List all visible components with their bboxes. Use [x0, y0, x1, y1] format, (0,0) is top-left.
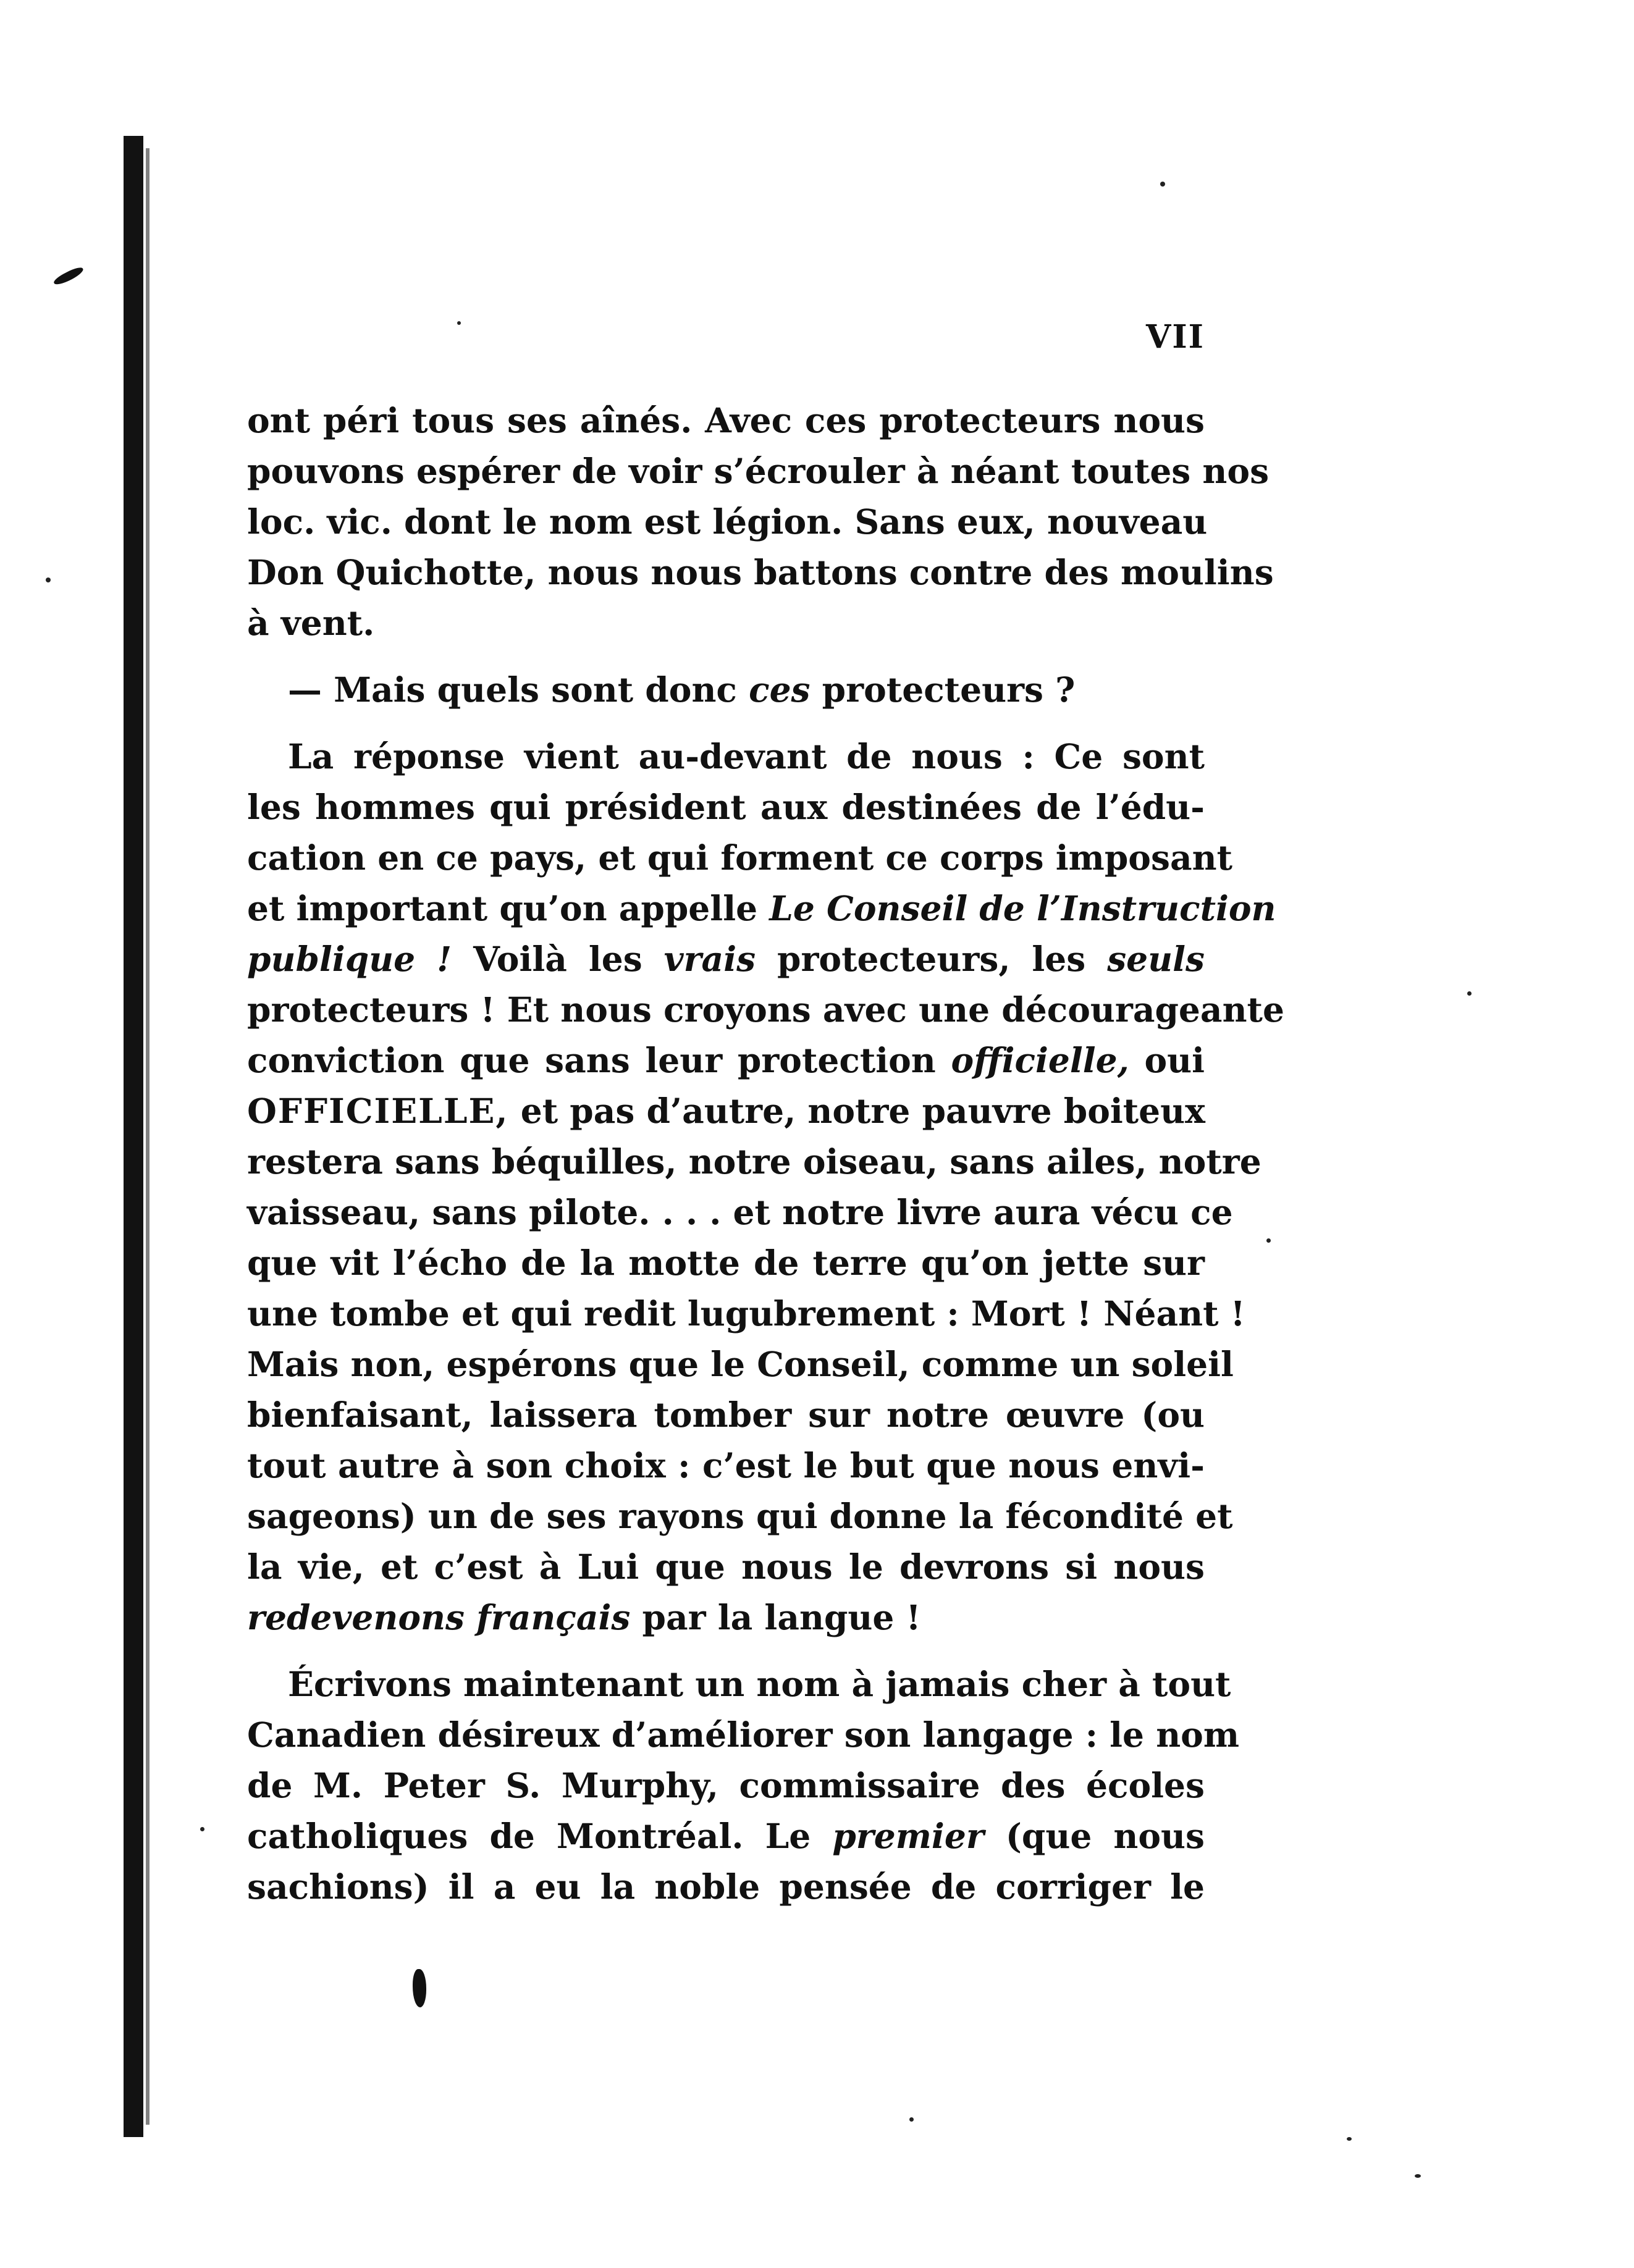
- text-span: sachions) il a eu la noble pensée de corriger le: [247, 1867, 1205, 1907]
- scan-speck: [1160, 182, 1165, 187]
- text-line: [247, 1136, 1261, 1187]
- scan-speck: [1266, 1238, 1271, 1243]
- text-span: vaisseau, sans pilote. . . . et notre livre aura vécu ce: [247, 1192, 1233, 1232]
- text-span: à vent.: [247, 603, 375, 643]
- paragraph-gap: [247, 1643, 1205, 1659]
- text-span: Mais non, espérons que le Conseil, comme un soleil: [247, 1344, 1234, 1384]
- text-line: [247, 547, 1274, 598]
- text-span: (que nous: [983, 1816, 1205, 1856]
- small-caps-span: OFFICIELLE,: [247, 1091, 509, 1131]
- italic-span: officielle,: [951, 1040, 1129, 1080]
- scan-speck: [457, 321, 461, 325]
- text-span: que vit l’écho de la motte de terre qu’on jette sur: [247, 1243, 1205, 1283]
- text-line: [247, 782, 1205, 833]
- text-span: tout autre à son choix : c’est le but que nous envi-: [247, 1445, 1205, 1485]
- scan-mark: [53, 265, 85, 288]
- ink-blot: [413, 1969, 426, 2007]
- text-line: [247, 1659, 1231, 1710]
- text-span: et pas d’autre, notre pauvre boiteux: [508, 1091, 1205, 1131]
- text-span: protecteurs ! Et nous croyons avec une décourageante: [247, 989, 1284, 1030]
- text-line: [247, 665, 1205, 715]
- text-line: [247, 883, 1276, 934]
- text-span: protecteurs, les: [756, 939, 1108, 979]
- italic-span: redevenons français: [247, 1597, 631, 1637]
- text-line: [247, 1288, 1245, 1339]
- text-line: [247, 1592, 1205, 1643]
- scan-speck: [1347, 2137, 1352, 2141]
- scan-speck: [1415, 2174, 1421, 2178]
- text-line: [247, 1491, 1233, 1542]
- text-span: Don Quichotte, nous nous battons contre des moulins: [247, 552, 1274, 592]
- text-line: [247, 833, 1232, 883]
- text-span: La réponse vient au-devant de nous : Ce sont: [288, 736, 1205, 776]
- text-line: [247, 1811, 1205, 1862]
- text-span: restera sans béquilles, notre oiseau, sans ailes, notre: [247, 1141, 1261, 1182]
- text-span: Écrivons maintenant un nom à jamais cher à tout: [288, 1664, 1231, 1704]
- text-span: les hommes qui président aux destinées de l’édu-: [247, 787, 1205, 827]
- text-span: et important qu’on appelle: [247, 888, 770, 928]
- page-number: VII: [1146, 318, 1205, 356]
- text-line: [247, 1390, 1205, 1440]
- italic-span: Le Conseil de l’Instruction: [769, 888, 1276, 928]
- text-line: [247, 1187, 1233, 1238]
- italic-span: premier: [832, 1816, 984, 1856]
- text-span: — Mais quels sont donc: [288, 670, 749, 710]
- paragraph-gap: [247, 649, 1205, 665]
- paragraph-gap: [247, 715, 1205, 731]
- scan-speck: [909, 2117, 914, 2122]
- text-span: bienfaisant, laissera tomber sur notre œuvre (ou: [247, 1395, 1205, 1435]
- text-line: [247, 598, 1205, 649]
- text-span: cation en ce pays, et qui forment ce corps imposant: [247, 838, 1232, 878]
- text-span: Canadien désireux d’améliorer son langage : le nom: [247, 1715, 1240, 1755]
- text-span: catholiques de Montréal. Le: [247, 1816, 833, 1856]
- italic-span: seuls: [1107, 939, 1205, 979]
- text-line: [247, 1440, 1205, 1491]
- text-line: [247, 497, 1208, 547]
- body-text: [247, 395, 1284, 1912]
- text-line: [247, 1710, 1240, 1760]
- text-span: ont péri tous ses aînés. Avec ces protecteurs nous: [247, 400, 1205, 440]
- binding-shadow: [124, 136, 143, 2137]
- text-span: loc. vic. dont le nom est légion. Sans eux, nouveau: [247, 502, 1208, 542]
- text-line: [247, 985, 1284, 1035]
- text-line: [247, 1339, 1234, 1390]
- text-span: une tombe et qui redit lugubrement : Mort ! Néant !: [247, 1293, 1245, 1334]
- binding-shadow-inner: [146, 148, 150, 2125]
- text-line: [247, 1542, 1205, 1592]
- text-line: [247, 395, 1205, 446]
- text-span: oui: [1129, 1040, 1205, 1080]
- italic-span: vrais: [663, 939, 756, 979]
- text-line: [247, 934, 1205, 985]
- italic-span: ces: [749, 670, 811, 710]
- text-span: par la langue !: [630, 1597, 921, 1637]
- scan-speck: [46, 578, 51, 582]
- text-span: la vie, et c’est à Lui que nous le devrons si nous: [247, 1547, 1205, 1587]
- text-span: pouvons espérer de voir s’écrouler à néant toutes nos: [247, 451, 1270, 491]
- text-span: de M. Peter S. Murphy, commissaire des écoles: [247, 1765, 1205, 1805]
- text-line: [247, 1086, 1205, 1136]
- text-line: [247, 1862, 1205, 1912]
- scan-speck: [1467, 991, 1472, 996]
- text-line: [247, 1238, 1205, 1288]
- text-line: [247, 731, 1205, 782]
- text-span: conviction que sans leur protection: [247, 1040, 951, 1080]
- text-line: [247, 446, 1270, 497]
- italic-span: publique !: [247, 939, 452, 979]
- scan-speck: [200, 1827, 204, 1831]
- text-line: [247, 1035, 1205, 1086]
- text-span: sageons) un de ses rayons qui donne la fécondité et: [247, 1496, 1233, 1536]
- text-line: [247, 1760, 1205, 1811]
- text-span: protecteurs ?: [810, 670, 1076, 710]
- text-span: Voilà les: [452, 939, 664, 979]
